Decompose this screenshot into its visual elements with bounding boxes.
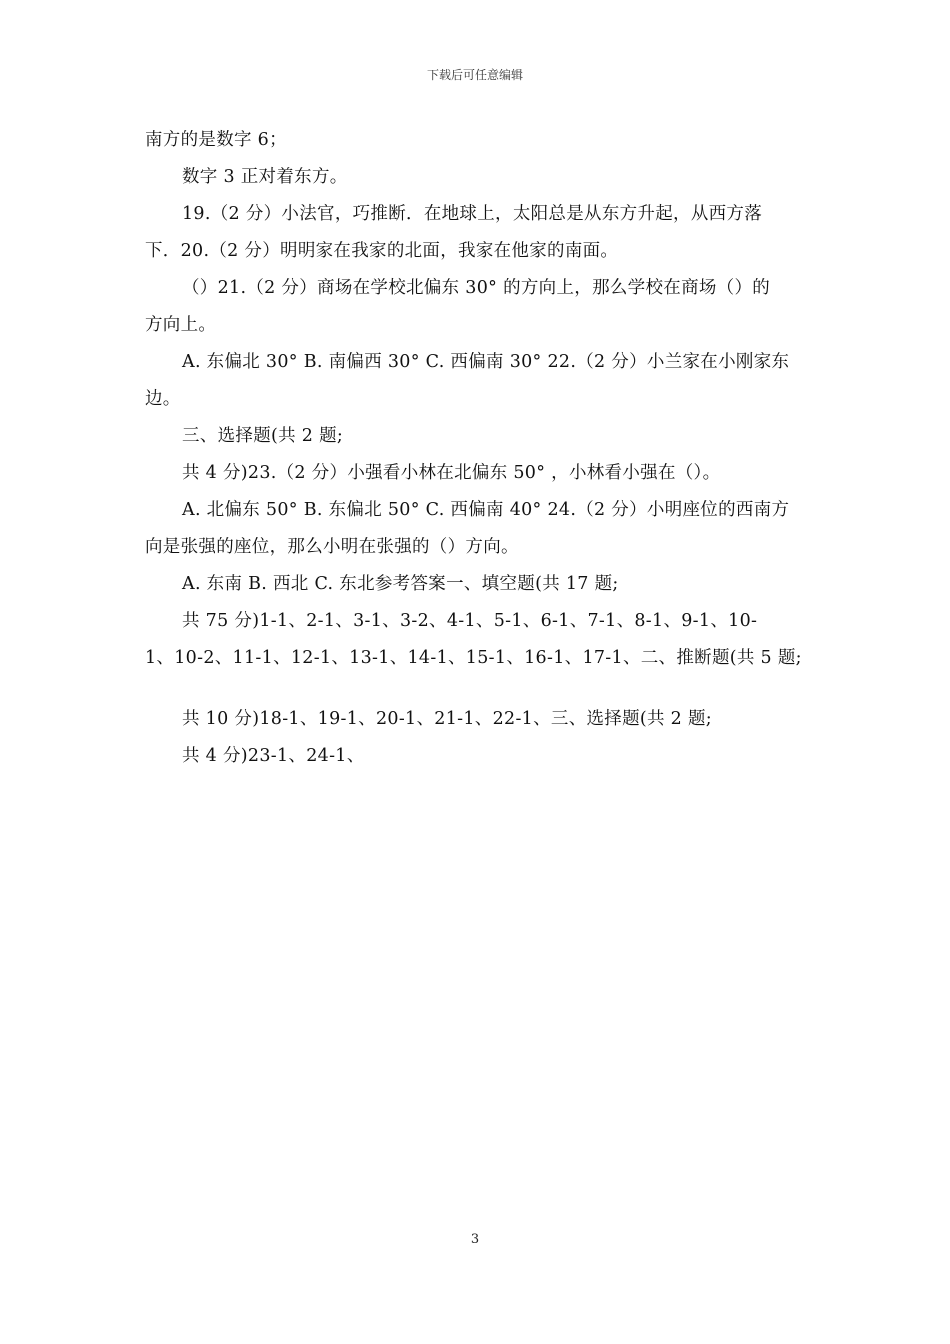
text-line: 共 4 分)23.（2 分）小强看小林在北偏东 50° ，小林看小强在（）。 <box>182 463 721 483</box>
text-line: 共 75 分)1-1、2-1、3-1、3-2、4-1、5-1、6-1、7-1、8-1、9-1、10- <box>182 611 758 631</box>
text-line: 三、选择题(共 2 题; <box>182 426 344 446</box>
text-line: 边。 <box>145 389 181 409</box>
text-line: （）21.（2 分）商场在学校北偏东 30° 的方向上，那么学校在商场（）的 <box>182 278 771 298</box>
text-line: 共 4 分)23-1、24-1、 <box>182 746 365 766</box>
text-line: 19.（2 分）小法官，巧推断．在地球上，太阳总是从东方升起，从西方落 <box>182 204 763 224</box>
text-line: 共 10 分)18-1、19-1、20-1、21-1、22-1、三、选择题(共 2 题; <box>182 709 712 729</box>
text-line: A. 东偏北 30° B. 南偏西 30° C. 西偏南 30° 22.（2 分）小兰家在小刚家东 <box>182 352 790 372</box>
text-line: 向是张强的座位，那么小明在张强的（）方向。 <box>145 537 519 557</box>
text-line: 下．20.（2 分）明明家在我家的北面，我家在他家的南面。 <box>145 241 619 261</box>
text-line: 数字 3 正对着东方。 <box>182 167 348 187</box>
text-line: 南方的是数字 6； <box>145 130 287 150</box>
document-body <box>145 122 810 775</box>
text-line: 方向上。 <box>145 315 217 335</box>
page-number: 3 <box>470 1232 480 1247</box>
page-header: 下载后可任意编辑 <box>426 68 523 82</box>
text-line: A. 北偏东 50° B. 东偏北 50° C. 西偏南 40° 24.（2 分）小明座位的西南方 <box>182 500 790 520</box>
text-line: 1、10-2、11-1、12-1、13-1、14-1、15-1、16-1、17-1、二、推断题(共 5 题; <box>145 648 802 668</box>
text-line: A. 东南 B. 西北 C. 东北参考答案一、填空题(共 17 题; <box>182 574 619 594</box>
paragraph-gap <box>145 677 810 701</box>
